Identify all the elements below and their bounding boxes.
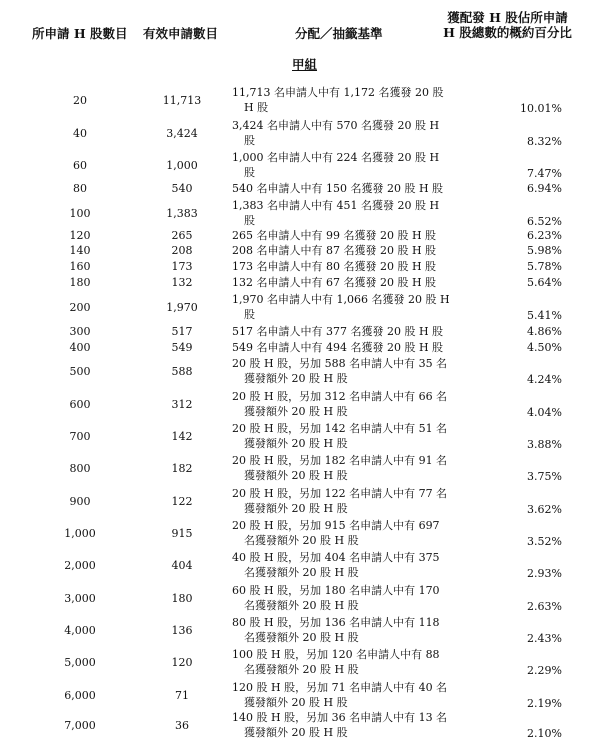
applied-shares-cell: 100 xyxy=(69,207,91,220)
valid-applications-cell: 588 xyxy=(171,365,193,378)
allocation-basis-line1: 1,383 名申請人中有 451 名獲發 20 股 H xyxy=(232,199,440,212)
valid-applications-cell: 540 xyxy=(171,182,193,195)
allocation-basis-line2: 股 xyxy=(244,134,255,147)
valid-applications-cell: 312 xyxy=(171,398,193,411)
column-header-percentage-line1: 獲配發 H 股佔所申請 xyxy=(447,10,568,25)
allocation-basis-cell xyxy=(232,198,447,228)
applied-shares-cell: 3,000 xyxy=(64,592,96,605)
group-label: 甲組 xyxy=(292,57,318,72)
allocation-basis-line2: 獲發額外 20 股 H 股 xyxy=(244,726,348,739)
allocation-basis-cell xyxy=(232,680,447,710)
allocation-basis-line1: 20 股 H 股，另加 915 名申請人中有 697 xyxy=(232,519,440,532)
applied-shares-cell: 6,000 xyxy=(64,689,96,702)
applied-shares-cell: 400 xyxy=(69,341,91,354)
allocation-basis-line1: 11,713 名申請人中有 1,172 名獲發 20 股 xyxy=(232,86,444,99)
allocation-basis-cell xyxy=(232,647,447,677)
allocation-basis-line2: 股 xyxy=(244,214,255,227)
allocation-basis-line1: 3,424 名申請人中有 570 名獲發 20 股 H xyxy=(232,119,440,132)
allocation-basis-line1: 20 股 H 股，另加 588 名申請人中有 35 名 xyxy=(232,357,448,370)
valid-applications-cell: 122 xyxy=(171,495,193,508)
valid-applications-cell: 71 xyxy=(175,689,189,702)
allocation-basis-cell xyxy=(232,518,447,548)
valid-applications-cell: 3,424 xyxy=(166,127,198,140)
allocation-basis-line1: 517 名申請人中有 377 名獲發 20 股 H 股 xyxy=(232,325,444,338)
valid-applications-cell: 265 xyxy=(171,229,193,242)
valid-applications-cell: 1,000 xyxy=(166,159,198,172)
valid-applications-cell: 208 xyxy=(171,244,193,257)
allocation-basis-cell xyxy=(232,486,447,516)
allocation-basis-line1: 20 股 H 股，另加 182 名申請人中有 91 名 xyxy=(232,454,448,467)
applied-shares-cell: 5,000 xyxy=(64,656,96,669)
valid-applications-cell: 404 xyxy=(171,559,193,572)
valid-applications-cell: 1,383 xyxy=(166,207,198,220)
allocation-basis-cell xyxy=(232,583,447,613)
allocation-basis-line1: 20 股 H 股，另加 312 名申請人中有 66 名 xyxy=(232,390,448,403)
allocation-basis-line1: 100 股 H 股，另加 120 名申請人中有 88 xyxy=(232,648,440,661)
valid-applications-cell: 36 xyxy=(175,719,189,732)
allocation-basis-line1: 80 股 H 股，另加 136 名申請人中有 118 xyxy=(232,616,440,629)
allocation-basis-cell xyxy=(232,453,447,483)
allocation-percentage-cell: 3.52% xyxy=(527,535,562,548)
valid-applications-cell: 915 xyxy=(171,527,193,540)
applied-shares-cell: 600 xyxy=(69,398,91,411)
allocation-basis-line2: 股 xyxy=(244,166,255,179)
applied-shares-cell: 180 xyxy=(69,276,91,289)
allocation-percentage-cell: 2.29% xyxy=(527,664,562,677)
allocation-percentage-cell: 5.41% xyxy=(527,309,562,322)
allocation-basis-line2: 獲發額外 20 股 H 股 xyxy=(244,469,348,482)
allocation-basis-cell xyxy=(232,228,447,243)
allocation-percentage-cell: 2.10% xyxy=(527,727,562,740)
column-header-applied: 所申請 H 股數目 xyxy=(32,26,128,41)
valid-applications-cell: 1,970 xyxy=(166,301,198,314)
applied-shares-cell: 140 xyxy=(69,244,91,257)
applied-shares-cell: 20 xyxy=(73,94,87,107)
column-header-basis: 分配／抽籤基準 xyxy=(295,26,383,41)
applied-shares-cell: 80 xyxy=(73,182,87,195)
applied-shares-cell: 200 xyxy=(69,301,91,314)
allocation-basis-cell xyxy=(232,421,447,451)
allocation-basis-line1: 265 名申請人中有 99 名獲發 20 股 H 股 xyxy=(232,229,437,242)
allocation-basis-line2: 獲發額外 20 股 H 股 xyxy=(244,696,348,709)
allocation-basis-cell xyxy=(232,243,447,258)
allocation-basis-line1: 132 名申請人中有 67 名獲發 20 股 H 股 xyxy=(232,276,437,289)
allocation-basis-cell xyxy=(232,710,447,740)
allocation-basis-line2: 獲發額外 20 股 H 股 xyxy=(244,502,348,515)
allocation-basis-cell xyxy=(232,356,447,386)
allocation-basis-line1: 20 股 H 股，另加 122 名申請人中有 77 名 xyxy=(232,487,448,500)
valid-applications-cell: 136 xyxy=(171,624,193,637)
allocation-percentage-cell: 2.19% xyxy=(527,697,562,710)
allocation-percentage-cell: 10.01% xyxy=(520,102,562,115)
allocation-basis-line1: 540 名申請人中有 150 名獲發 20 股 H 股 xyxy=(232,182,444,195)
allocation-basis-cell xyxy=(232,150,447,180)
allocation-percentage-cell: 4.50% xyxy=(527,341,562,354)
allocation-basis-line2: 獲發額外 20 股 H 股 xyxy=(244,405,348,418)
allocation-percentage-cell: 5.98% xyxy=(527,244,562,257)
applied-shares-cell: 4,000 xyxy=(64,624,96,637)
applied-shares-cell: 900 xyxy=(69,495,91,508)
allocation-basis-cell xyxy=(232,324,447,339)
allocation-basis-cell xyxy=(232,275,447,290)
allocation-percentage-cell: 6.94% xyxy=(527,182,562,195)
allocation-basis-line1: 1,970 名申請人中有 1,066 名獲發 20 股 H xyxy=(232,293,450,306)
allocation-basis-line1: 208 名申請人中有 87 名獲發 20 股 H 股 xyxy=(232,244,437,257)
allocation-percentage-cell: 4.86% xyxy=(527,325,562,338)
allocation-percentage-cell: 8.32% xyxy=(527,135,562,148)
valid-applications-cell: 180 xyxy=(171,592,193,605)
valid-applications-cell: 549 xyxy=(171,341,193,354)
valid-applications-cell: 11,713 xyxy=(162,94,202,107)
allocation-basis-line2: 獲發額外 20 股 H 股 xyxy=(244,437,348,450)
valid-applications-cell: 173 xyxy=(171,260,193,273)
applied-shares-cell: 7,000 xyxy=(64,719,96,732)
applied-shares-cell: 1,000 xyxy=(64,527,96,540)
allocation-basis-line1: 120 股 H 股，另加 71 名申請人中有 40 名 xyxy=(232,681,448,694)
allocation-basis-cell xyxy=(232,550,447,580)
valid-applications-cell: 142 xyxy=(171,430,193,443)
allocation-basis-cell xyxy=(232,389,447,419)
allocation-percentage-cell: 4.04% xyxy=(527,406,562,419)
allocation-percentage-cell: 6.52% xyxy=(527,215,562,228)
applied-shares-cell: 120 xyxy=(69,229,91,242)
column-header-percentage-line2: H 股總數的概約百分比 xyxy=(443,25,572,40)
allocation-basis-line1: 1,000 名申請人中有 224 名獲發 20 股 H xyxy=(232,151,440,164)
allocation-percentage-cell: 2.93% xyxy=(527,567,562,580)
allocation-basis-line1: 173 名申請人中有 80 名獲發 20 股 H 股 xyxy=(232,260,437,273)
allocation-percentage-cell: 5.64% xyxy=(527,276,562,289)
allocation-basis-line2: 名獲發額外 20 股 H 股 xyxy=(244,566,359,579)
allocation-basis-line2: 獲發額外 20 股 H 股 xyxy=(244,372,348,385)
allocation-basis-cell xyxy=(232,615,447,645)
allocation-percentage-cell: 2.43% xyxy=(527,632,562,645)
allocation-basis-line2: H 股 xyxy=(244,101,269,114)
allocation-percentage-cell: 5.78% xyxy=(527,260,562,273)
allocation-percentage-cell: 3.62% xyxy=(527,503,562,516)
allocation-basis-line2: 股 xyxy=(244,308,255,321)
column-header-valid: 有效申請數目 xyxy=(143,26,219,41)
allocation-basis-cell xyxy=(232,85,447,115)
valid-applications-cell: 182 xyxy=(171,462,193,475)
allocation-basis-line1: 40 股 H 股，另加 404 名申請人中有 375 xyxy=(232,551,440,564)
allocation-basis-cell xyxy=(232,259,447,274)
applied-shares-cell: 40 xyxy=(73,127,87,140)
allocation-basis-cell xyxy=(232,292,450,322)
allocation-basis-line2: 名獲發額外 20 股 H 股 xyxy=(244,599,359,612)
allocation-percentage-cell: 3.75% xyxy=(527,470,562,483)
allocation-basis-cell xyxy=(232,181,447,196)
allocation-basis-line2: 名獲發額外 20 股 H 股 xyxy=(244,534,359,547)
applied-shares-cell: 500 xyxy=(69,365,91,378)
applied-shares-cell: 300 xyxy=(69,325,91,338)
allocation-percentage-cell: 3.88% xyxy=(527,438,562,451)
allocation-basis-line1: 549 名申請人中有 494 名獲發 20 股 H 股 xyxy=(232,341,444,354)
allocation-basis-line1: 20 股 H 股，另加 142 名申請人中有 51 名 xyxy=(232,422,448,435)
allocation-basis-line2: 名獲發額外 20 股 H 股 xyxy=(244,663,359,676)
allocation-percentage-cell: 7.47% xyxy=(527,167,562,180)
applied-shares-cell: 60 xyxy=(73,159,87,172)
applied-shares-cell: 160 xyxy=(69,260,91,273)
allocation-basis-cell xyxy=(232,118,447,148)
allocation-percentage-cell: 2.63% xyxy=(527,600,562,613)
allocation-basis-cell xyxy=(232,340,447,355)
applied-shares-cell: 700 xyxy=(69,430,91,443)
valid-applications-cell: 517 xyxy=(171,325,193,338)
applied-shares-cell: 2,000 xyxy=(64,559,96,572)
allocation-percentage-cell: 4.24% xyxy=(527,373,562,386)
applied-shares-cell: 800 xyxy=(69,462,91,475)
allocation-basis-line1: 140 股 H 股，另加 36 名申請人中有 13 名 xyxy=(232,711,448,724)
allocation-basis-line1: 60 股 H 股，另加 180 名申請人中有 170 xyxy=(232,584,440,597)
allocation-percentage-cell: 6.23% xyxy=(527,229,562,242)
valid-applications-cell: 120 xyxy=(171,656,193,669)
valid-applications-cell: 132 xyxy=(171,276,193,289)
allocation-basis-line2: 名獲發額外 20 股 H 股 xyxy=(244,631,359,644)
